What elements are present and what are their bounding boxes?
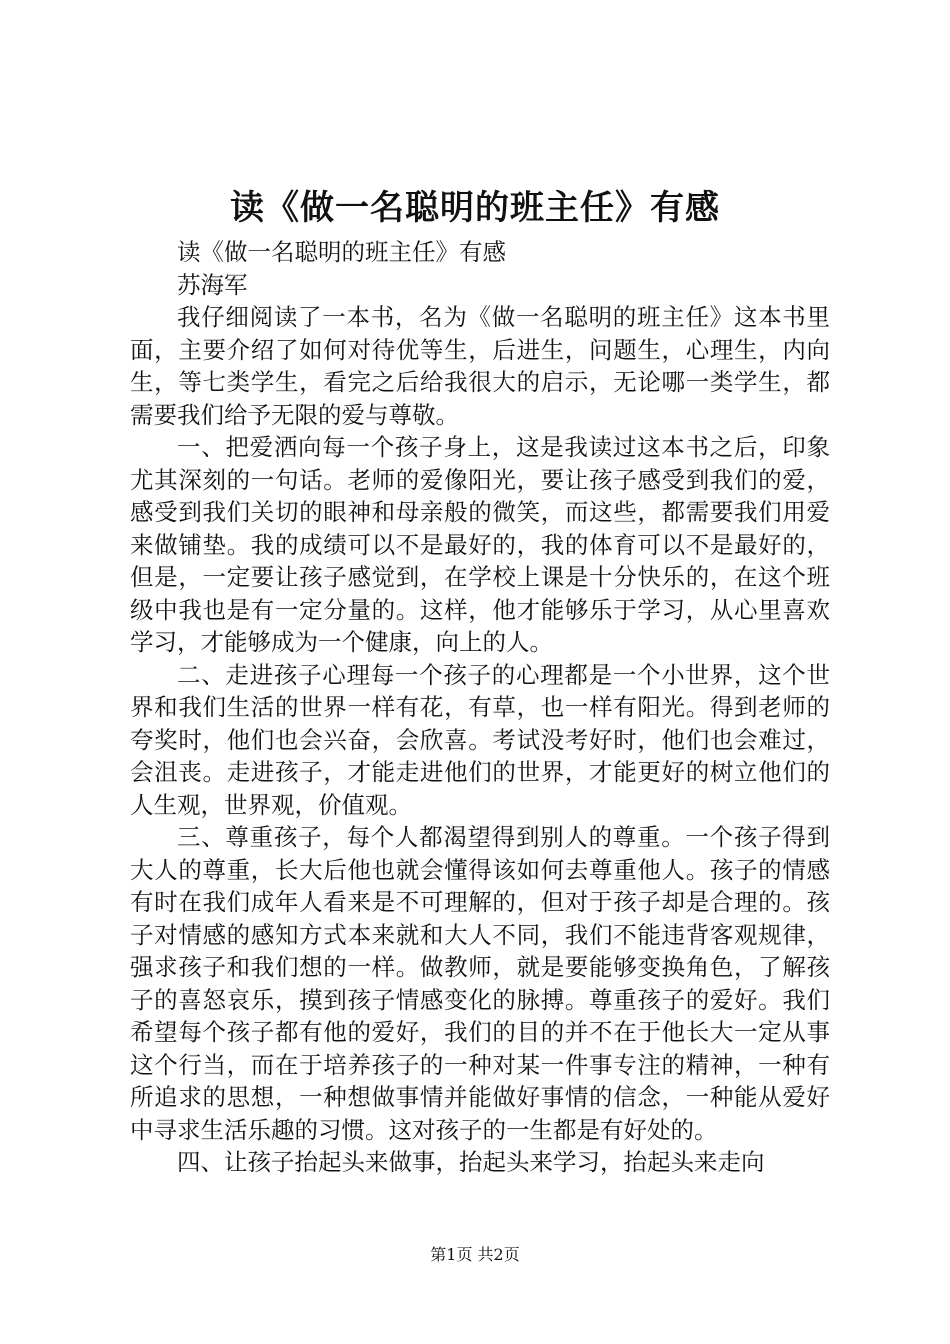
document-title: 读《做一名聪明的班主任》有感 — [230, 188, 720, 228]
paragraph-four: 四、让孩子抬起头来做事，抬起头来学习，抬起头来走向 — [177, 1148, 765, 1176]
page-footer: 第1页 共2页 — [430, 1245, 520, 1264]
document-body — [130, 236, 830, 1179]
author-line: 苏海军 — [177, 270, 248, 299]
paragraph-three: 三、尊重孩子，每个人都渴望得到别人的尊重。一个孩子得到大人的尊重，长大后他也就会懂得该如何去尊重他人。孩子的情感有时在我们成年人看来是不可理解的，但对于孩子却是合理的。孩子对情感的感知方式本来就和大人不同，我们不能违背客观规律，强求孩子和我们想的一样。做教师，就是要能够变换角色，了解孩子的喜怒哀乐，摸到孩子情感变化的脉搏。尊重孩子的爱好。我们希望每个孩子都有他的爱好，我们的目的并不在于他长大一定从事这个行当，而在于培养孩子的一种对某一件事专注的精神，一种有所追求的思想，一种想做事情并能做好事情的信念，一种能从爱好中寻求生活乐趣的习惯。这对孩子的一生都是有好处的。 — [130, 823, 830, 1144]
paragraph-one: 一、把爱洒向每一个孩子身上，这是我读过这本书之后，印象尤其深刻的一句话。老师的爱像阳光，要让孩子感受到我们的爱，感受到我们关切的眼神和母亲般的微笑，而这些，都需要我们用爱来做铺垫。我的成绩可以不是最好的，我的体育可以不是最好的，但是，一定要让孩子感觉到，在学校上课是十分快乐的，在这个班级中我也是有一定分量的。这样，他才能够乐于学习，从心里喜欢学习，才能够成为一个健康，向上的人。 — [130, 433, 830, 656]
subtitle-line: 读《做一名聪明的班主任》有感 — [177, 238, 506, 266]
paragraph-intro: 我仔细阅读了一本书，名为《做一名聪明的班主任》这本书里面，主要介绍了如何对待优等生，后进生，问题生，心理生，内向生，等七类学生，看完之后给我很大的启示，无论哪一类学生，都需要我们给予无限的爱与尊敬。 — [130, 303, 830, 429]
paragraph-two: 二、走进孩子心理每一个孩子的心理都是一个小世界，这个世界和我们生活的世界一样有花，有草，也一样有阳光。得到老师的夸奖时，他们也会兴奋，会欣喜。考试没考好时，他们也会难过，会沮丧。走进孩子，才能走进他们的世界，才能更好的树立他们的人生观，世界观，价值观。 — [130, 660, 830, 819]
